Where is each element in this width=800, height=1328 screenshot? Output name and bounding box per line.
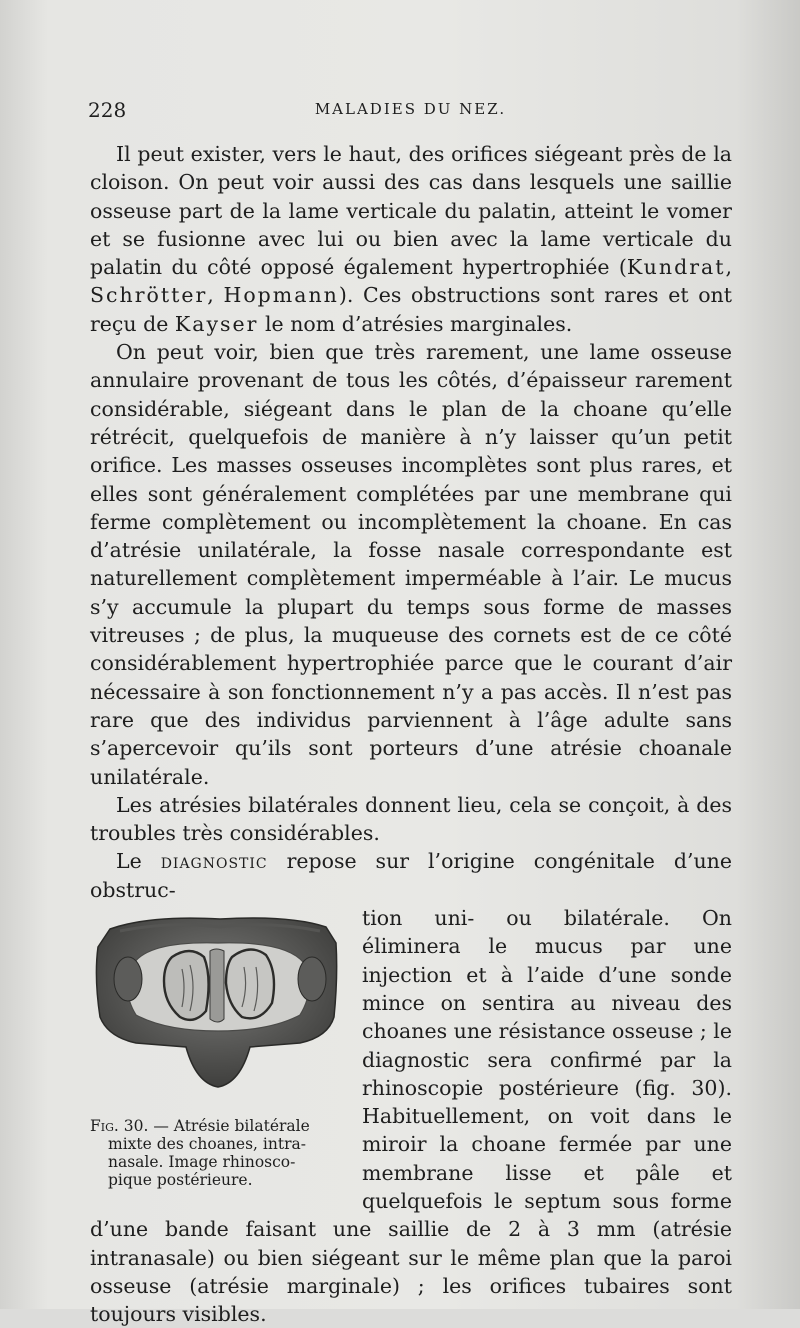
figure-30 <box>90 907 348 1205</box>
figure-caption <box>90 1117 348 1189</box>
author-name: Kundrat <box>626 255 726 280</box>
text-run: Il peut exister, vers le haut, des orifices siégeant près de la cloison. On peut voir aussi des cas dans lesquels une saillie osseuse part de la lame verticale du palatin, atteint le vomer et se fusionne avec lui ou bien avec la lame verticale du palatin du côté opposé également hypertrophiée ( <box>90 142 732 280</box>
caption-line: mixte des choanes, intra- <box>108 1135 306 1154</box>
text-run: le nom d’atrésies marginales. <box>258 311 573 336</box>
text-run: Les atrésies bilatérales donnent lieu, cela se conçoit, à des troubles très considérables. <box>90 792 732 846</box>
caption-line: pique postérieure. <box>108 1171 253 1190</box>
running-title: MALADIES DU NEZ. <box>314 100 507 118</box>
text-run: On peut voir, bien que très rarement, une lame osseuse annulaire provenant de tous les côtés, d’épaisseur rarement considérable, siégeant dans le plan de la choane qu’elle rétrécit, quelquefois de manière à n’y laisser qu’un petit orifice. Les masses osseuses incomplètes sont plus rares, et elles sont généralement complétées par une membrane qui ferme complètement ou incomplètement la choane. En cas d’atrésie unilatérale, la fosse nasale correspondante est naturellement complètement imperméable à l’air. Le mucus s’y accumule la plupart du temps sous forme de masses vitreuses ; de plus, la muqueuse des cornets est de ce côté considérablement hypertrophiée parce que le courant d’air nécessaire à son fonctionnement n’y a pas accès. Il n’est pas rare que des individus parviennent à l’âge adulte sans s’apercevoir qu’ils sont porteurs d’une atrésie choanale unilatérale. <box>90 340 732 789</box>
diagnostic-first-line: repose sur l’origine congénitale d’une obstruc- <box>90 849 733 902</box>
figure-label: Fig. 30. <box>90 1117 149 1136</box>
diagnostic-paragraph <box>90 847 732 904</box>
caption-line: — Atrésie bilatérale <box>153 1117 310 1136</box>
paragraph <box>90 140 732 338</box>
author-name: Hopmann <box>223 283 339 308</box>
diagnostic-text: tion uni- ou bilatérale. On éliminera le mucus par une injection et à l’aide d’une sonde mince on sentira au niveau des choanes une résistance osseuse ; le diagnostic sera confirmé par la rhinoscopie postérieure (fig. 30). Habituellement, on voit dans le miroir la choane fermée par une membrane lisse et pâle et quelquefois le septum sous forme d’une bande faisant une saillie de 2 à 3 mm (atrésie intranasale) ou bien siégeant sur le même plan que la paroi osseuse (atrésie marginale) ; les orifices tubaires sont toujours visibles. <box>90 906 732 1327</box>
author-name: Kayser <box>174 311 259 336</box>
diagnostic-lead: Le <box>116 849 161 874</box>
author-name: Schrötter <box>90 283 208 308</box>
text-run: ). Ces obstructions sont rares et ont reçu de <box>90 283 732 336</box>
paragraph <box>90 338 732 791</box>
caption-line: nasale. Image rhinosco- <box>108 1153 296 1172</box>
choanal-atresia-illustration <box>90 907 348 1107</box>
diagnostic-paragraph-continued <box>90 904 732 1328</box>
body-text <box>90 140 732 1328</box>
paragraph <box>90 791 732 848</box>
page-header <box>88 98 733 128</box>
diagnostic-term: diagnostic <box>160 849 268 874</box>
page-number: 228 <box>88 98 127 122</box>
text-run: , <box>725 255 732 280</box>
text-run: , <box>207 283 224 308</box>
